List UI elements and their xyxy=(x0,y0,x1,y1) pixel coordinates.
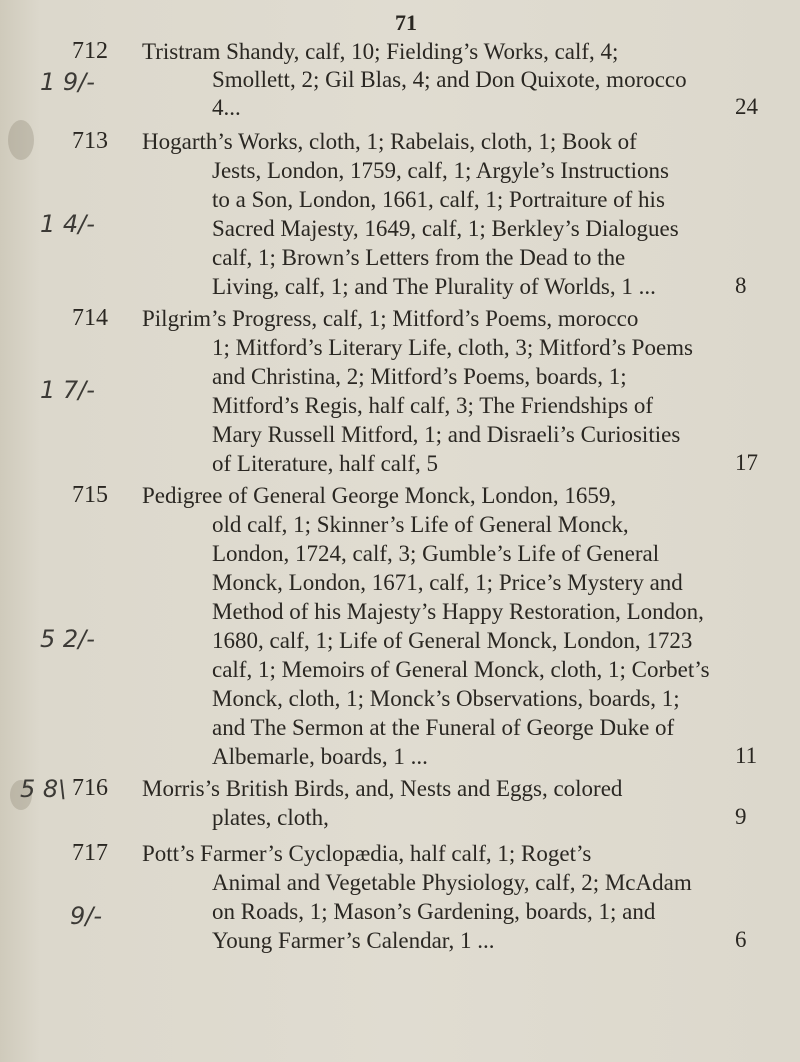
lot-714-line-4: Mitford’s Regis, half calf, 3; The Friendships of xyxy=(212,393,653,418)
lot-number-716: 716 xyxy=(72,775,108,801)
margin-note-717: 9/- xyxy=(70,902,103,930)
margin-note-713: 1 4/- xyxy=(40,210,95,238)
lot-715-line-6: 1680, calf, 1; Life of General Monck, London, 1723 xyxy=(212,628,693,653)
lot-716-line-2: plates, cloth, xyxy=(212,805,329,830)
lot-713-line-2: Jests, London, 1759, calf, 1; Argyle’s Instructions xyxy=(212,158,669,183)
lot-713-line-4: Sacred Majesty, 1649, calf, 1; Berkley’s Dialogues xyxy=(212,216,679,241)
lot-717-line-2: Animal and Vegetable Physiology, calf, 2; McAdam xyxy=(212,870,692,895)
price-712: 24 xyxy=(735,94,758,119)
lot-713-line-3: to a Son, London, 1661, calf, 1; Portraiture of his xyxy=(212,187,665,212)
margin-note-712: 1 9/- xyxy=(40,68,95,96)
lot-712-line-1: Tristram Shandy, calf, 10; Fielding’s Works, calf, 4; xyxy=(142,39,619,64)
lot-715-line-5: Method of his Majesty’s Happy Restoration, London, xyxy=(212,599,704,624)
lot-713-line-5: calf, 1; Brown’s Letters from the Dead to the xyxy=(212,245,626,270)
lot-712-line-3: 4... xyxy=(212,95,241,120)
lot-713-line-1: Hogarth’s Works, cloth, 1; Rabelais, cloth, 1; Book of xyxy=(142,129,637,154)
lot-number-713: 713 xyxy=(72,128,108,154)
margin-note-714: 1 7/- xyxy=(40,376,95,404)
margin-note-716: 5 8\ xyxy=(20,775,67,803)
lot-number-714: 714 xyxy=(72,305,108,331)
margin-note-715: 5 2/- xyxy=(40,625,95,653)
page-number: 71 xyxy=(395,10,417,35)
price-716: 9 xyxy=(735,804,747,829)
lot-715-line-2: old calf, 1; Skinner’s Life of General Monck, xyxy=(212,512,629,537)
price-714: 17 xyxy=(735,450,758,475)
lot-717-line-3: on Roads, 1; Mason’s Gardening, boards, 1; and xyxy=(212,899,656,924)
lot-717-line-4: Young Farmer’s Calendar, 1 ... xyxy=(212,928,495,953)
price-717: 6 xyxy=(735,927,747,952)
lot-715-line-7: calf, 1; Memoirs of General Monck, cloth, 1; Corbet’s xyxy=(212,657,710,682)
price-713: 8 xyxy=(735,273,747,298)
lot-715-line-8: Monck, cloth, 1; Monck’s Observations, boards, 1; xyxy=(212,686,680,711)
lot-number-712: 712 xyxy=(72,38,108,64)
lot-712-line-2: Smollett, 2; Gil Blas, 4; and Don Quixote, morocco xyxy=(212,67,687,92)
lot-715-line-9: and The Sermon at the Funeral of George Duke of xyxy=(212,715,675,740)
lot-715-line-3: London, 1724, calf, 3; Gumble’s Life of General xyxy=(212,541,660,566)
lot-715-line-4: Monck, London, 1671, calf, 1; Price’s Mystery and xyxy=(212,570,683,595)
lot-714-line-5: Mary Russell Mitford, 1; and Disraeli’s Curiosities xyxy=(212,422,681,447)
lot-713-line-6: Living, calf, 1; and The Plurality of Worlds, 1 ... xyxy=(212,274,656,299)
lot-717-line-1: Pott’s Farmer’s Cyclopædia, half calf, 1; Roget’s xyxy=(142,841,592,866)
lot-716-line-1: Morris’s British Birds, and, Nests and Eggs, colored xyxy=(142,776,623,801)
price-715: 11 xyxy=(735,743,758,768)
lot-number-715: 715 xyxy=(72,482,108,508)
lot-715-line-10: Albemarle, boards, 1 ... xyxy=(212,744,428,769)
lot-number-717: 717 xyxy=(72,840,108,866)
lot-715-line-1: Pedigree of General George Monck, London, 1659, xyxy=(142,483,617,508)
lot-714-line-1: Pilgrim’s Progress, calf, 1; Mitford’s Poems, morocco xyxy=(142,306,639,331)
lot-714-line-6: of Literature, half calf, 5 xyxy=(212,451,439,476)
lot-714-line-3: and Christina, 2; Mitford’s Poems, boards, 1; xyxy=(212,364,627,389)
lot-714-line-2: 1; Mitford’s Literary Life, cloth, 3; Mitford’s Poems xyxy=(212,335,694,360)
